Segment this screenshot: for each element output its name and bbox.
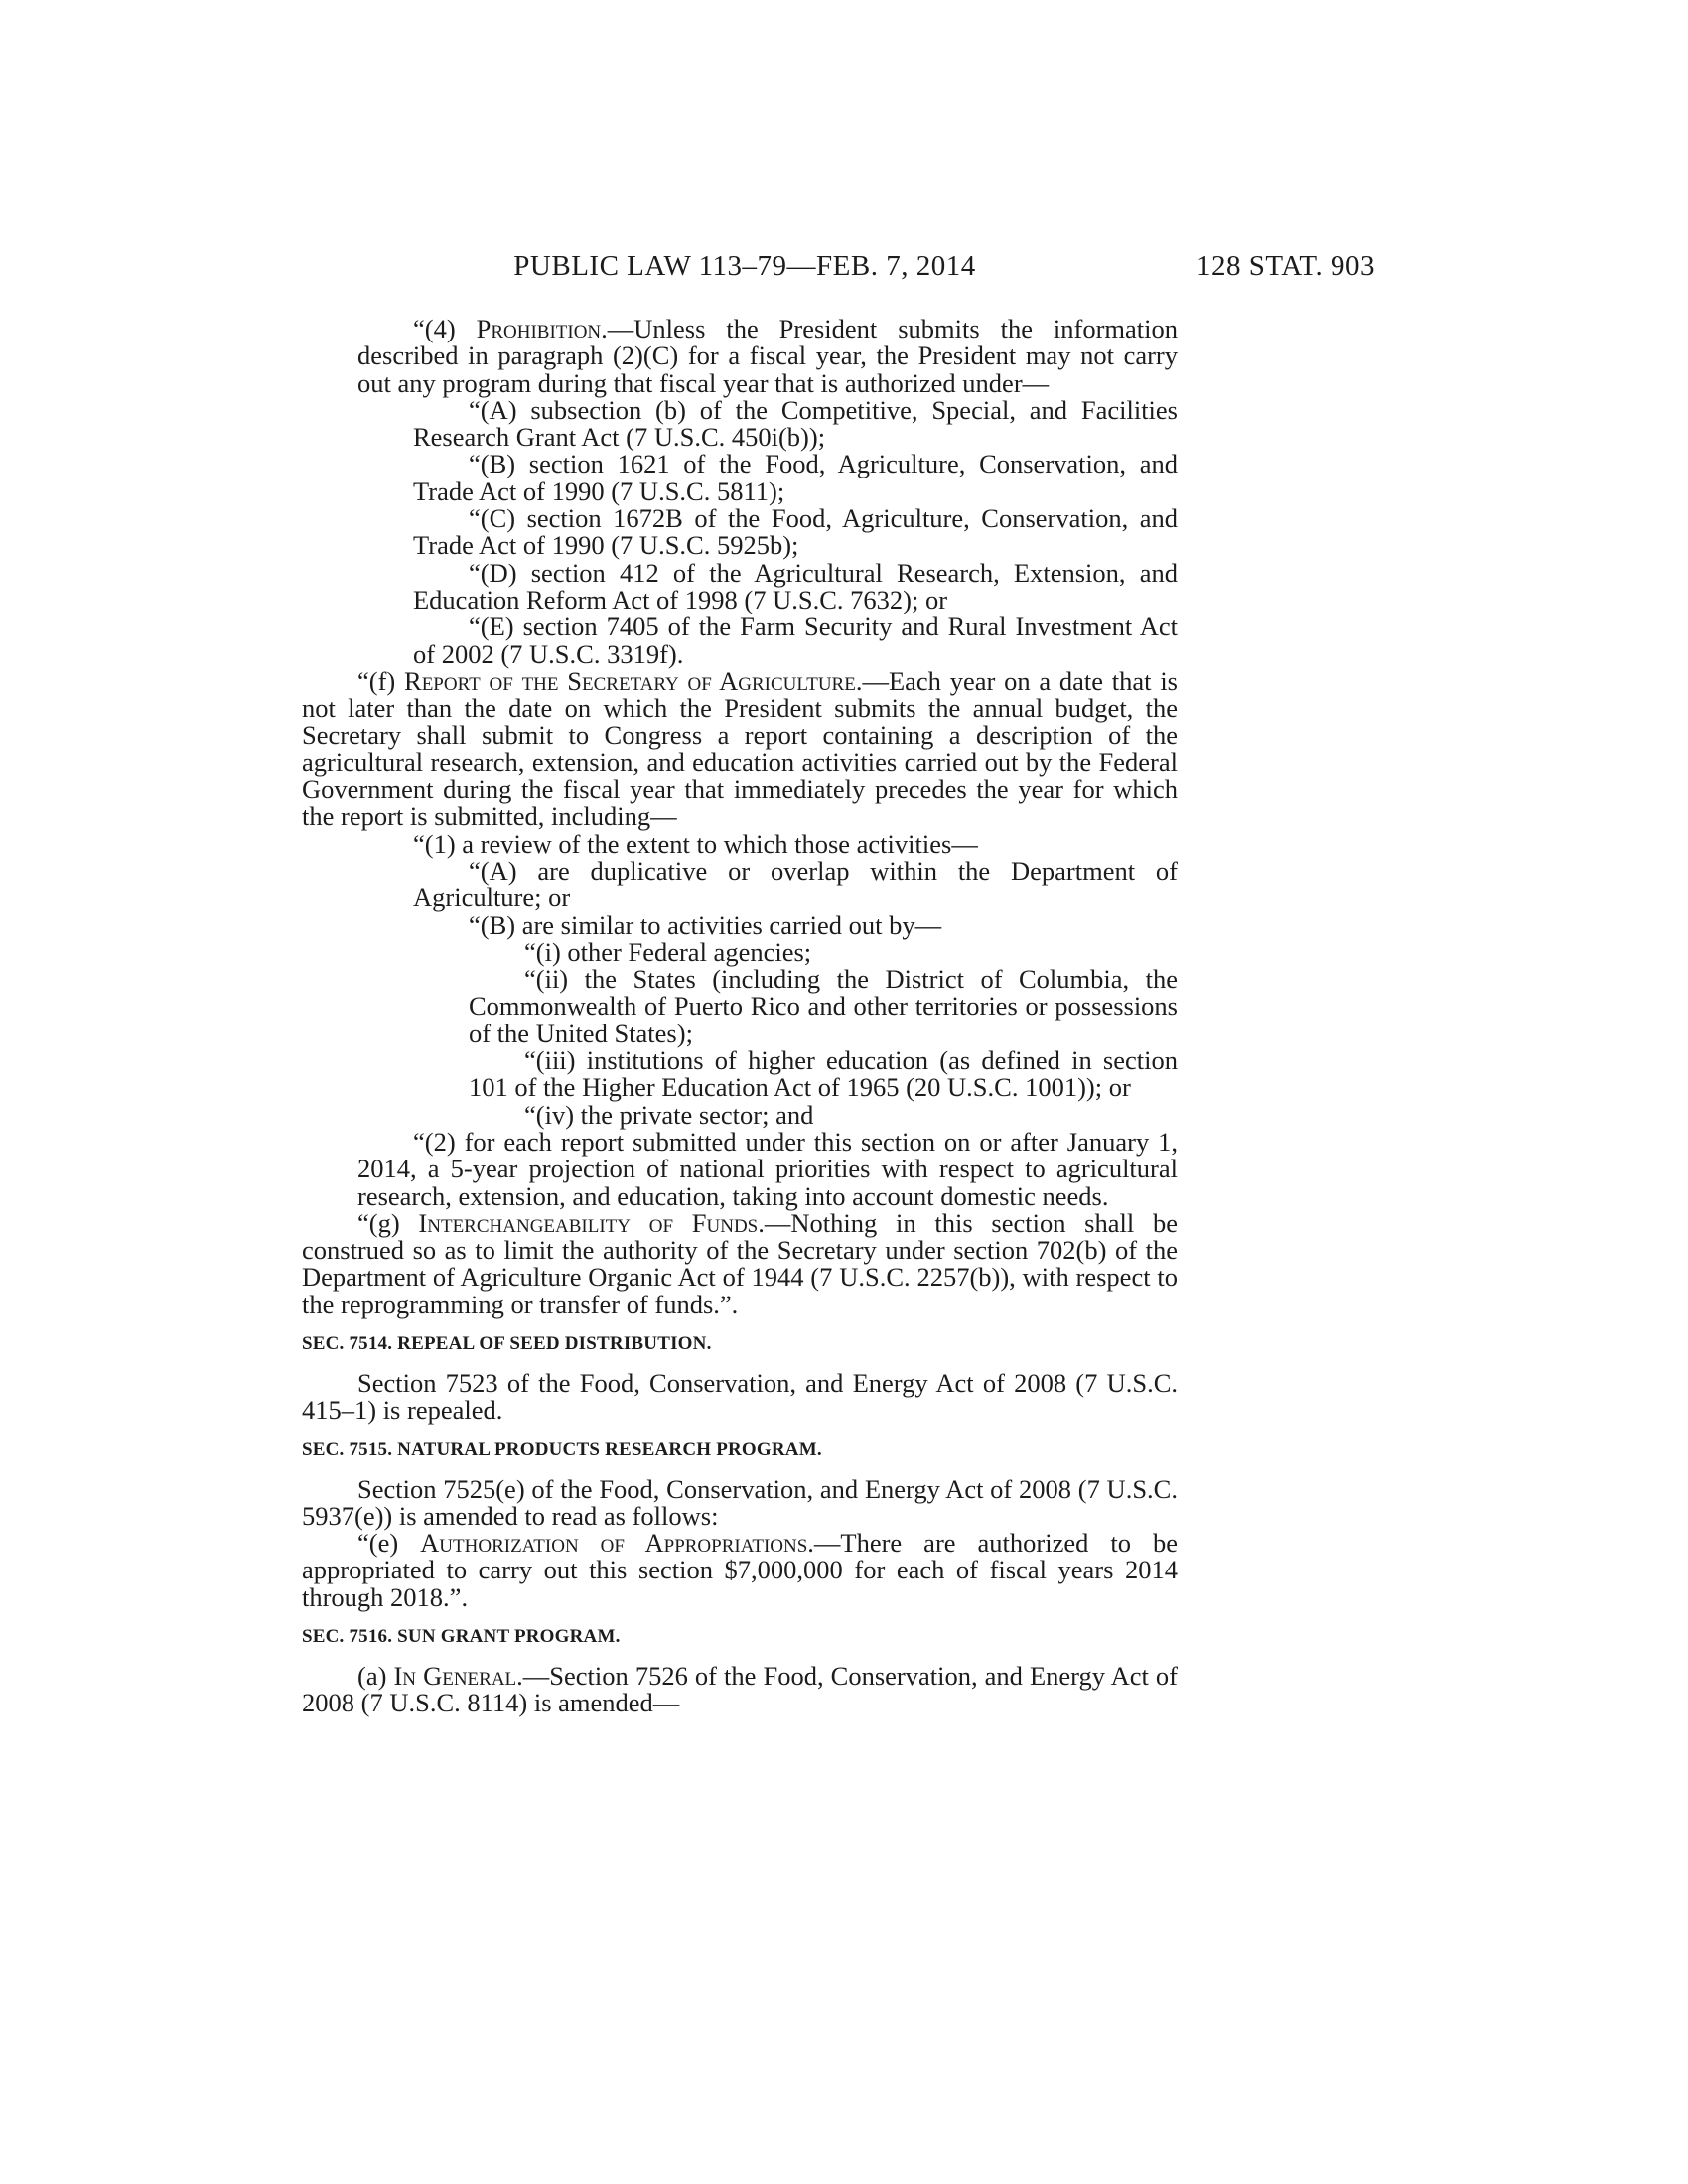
paragraph-lead: “(4) [413,314,477,343]
page-header-stat: 128 STAT. 903 [1196,250,1375,282]
paragraph-heading: Report of the Secretary of Agriculture [404,665,856,696]
page-header-title: PUBLIC LAW 113–79—FEB. 7, 2014 [513,250,976,282]
paragraph-heading: Authorization of Appropriations [420,1528,808,1559]
paragraph-text: .—There are authorized to be appropriated to carry out this section $7,000,000 for each of fiscal years 2014 through 2018.”. [302,1528,1178,1612]
paragraph-4-prohibition [302,316,1178,397]
paragraph-text: .—Each year on a date that is not later than the date on which the President submits the annual budget, the Secretary shall submit to Congress a report containing a description of the agricultural research, extension, and education activities carried out by the Federal Government during the fiscal year that immediately precedes the year for which the report is submitted, including— [302,665,1178,832]
paragraph-heading: Prohibition [476,314,602,343]
paragraph-text: .—Unless the President submits the information described in paragraph (2)(C) for a fiscal year, the President may not carry out any program during that fiscal year that is authorized under— [357,314,1178,398]
paragraph-lead: “(f) [357,665,405,696]
subparagraph-E: “(E) section 7405 of the Farm Security and Rural Investment Act of 2002 (7 U.S.C. 3319f). [413,612,1178,669]
clause-iii: “(iii) institutions of higher education (as defined in section 101 of the Higher Education Act of 1965 (20 U.S.C. 1001)); or [469,1045,1178,1103]
paragraph-lead: (a) [357,1661,394,1692]
paragraph-heading: In General [393,1661,517,1692]
paragraph-1-B: “(B) are similar to activities carried out by— [469,909,942,940]
paragraph-heading: Interchangeability of Funds [418,1207,759,1238]
subparagraph-D: “(D) section 412 of the Agricultural Research, Extension, and Education Reform Act of 1998 (7 U.S.C. 7632); or [413,557,1178,614]
section-7515-subsection-e [302,1530,1178,1611]
section-7515-text: Section 7525(e) of the Food, Conservation, and Energy Act of 2008 (7 U.S.C. 5937(e)) is amended to read as follows: [302,1473,1178,1531]
clause-iv: “(iv) the private sector; and [524,1099,814,1130]
paragraph-1: “(1) a review of the extent to which those activities— [413,828,978,859]
subsection-f-report [302,665,1178,832]
paragraph-2: “(2) for each report submitted under this section on or after January 1, 2014, a 5-year projection of national priorities with respect to agricultural research, extension, and education, taking into account domestic needs. [357,1126,1178,1211]
section-heading-7514: SEC. 7514. REPEAL OF SEED DISTRIBUTION. [302,1332,712,1354]
paragraph-text: .—Nothing in this section shall be construed so as to limit the authority of the Secretary under section 702(b) of the Department of Agriculture Organic Act of 1944 (7 U.S.C. 2257(b)), with respect to the reprogramming or transfer of funds.”. [302,1207,1178,1319]
section-heading-7515: SEC. 7515. NATURAL PRODUCTS RESEARCH PROGRAM. [302,1438,822,1460]
paragraph-lead: “(e) [357,1528,421,1559]
paragraph-text: .—Section 7526 of the Food, Conservation, and Energy Act of 2008 (7 U.S.C. 8114) is amended— [302,1661,1179,1718]
document-body [302,316,1178,1717]
subsection-g-interchangeability [302,1207,1178,1319]
subparagraph-A: “(A) subsection (b) of the Competitive, Special, and Facilities Research Grant Act (7 U.S.C. 450i(b)); [413,394,1178,453]
paragraph-lead: “(g) [357,1207,419,1238]
clause-i: “(i) other Federal agencies; [524,936,812,967]
section-heading-7516: SEC. 7516. SUN GRANT PROGRAM. [302,1626,621,1648]
paragraph-1-A: “(A) are duplicative or overlap within the Department of Agriculture; or [413,855,1178,913]
section-7516-subsection-a [302,1663,1178,1717]
subparagraph-B: “(B) section 1621 of the Food, Agriculture, Conservation, and Trade Act of 1990 (7 U.S.C. 5811); [413,449,1178,506]
subparagraph-C: “(C) section 1672B of the Food, Agriculture, Conservation, and Trade Act of 1990 (7 U.S.C. 5925b); [413,503,1178,561]
clause-ii: “(ii) the States (including the District of Columbia, the Commonwealth of Puerto Rico and other territories or possessions of the United States); [469,964,1178,1048]
section-7514-text: Section 7523 of the Food, Conservation, and Energy Act of 2008 (7 U.S.C. 415–1) is repealed. [302,1367,1178,1426]
